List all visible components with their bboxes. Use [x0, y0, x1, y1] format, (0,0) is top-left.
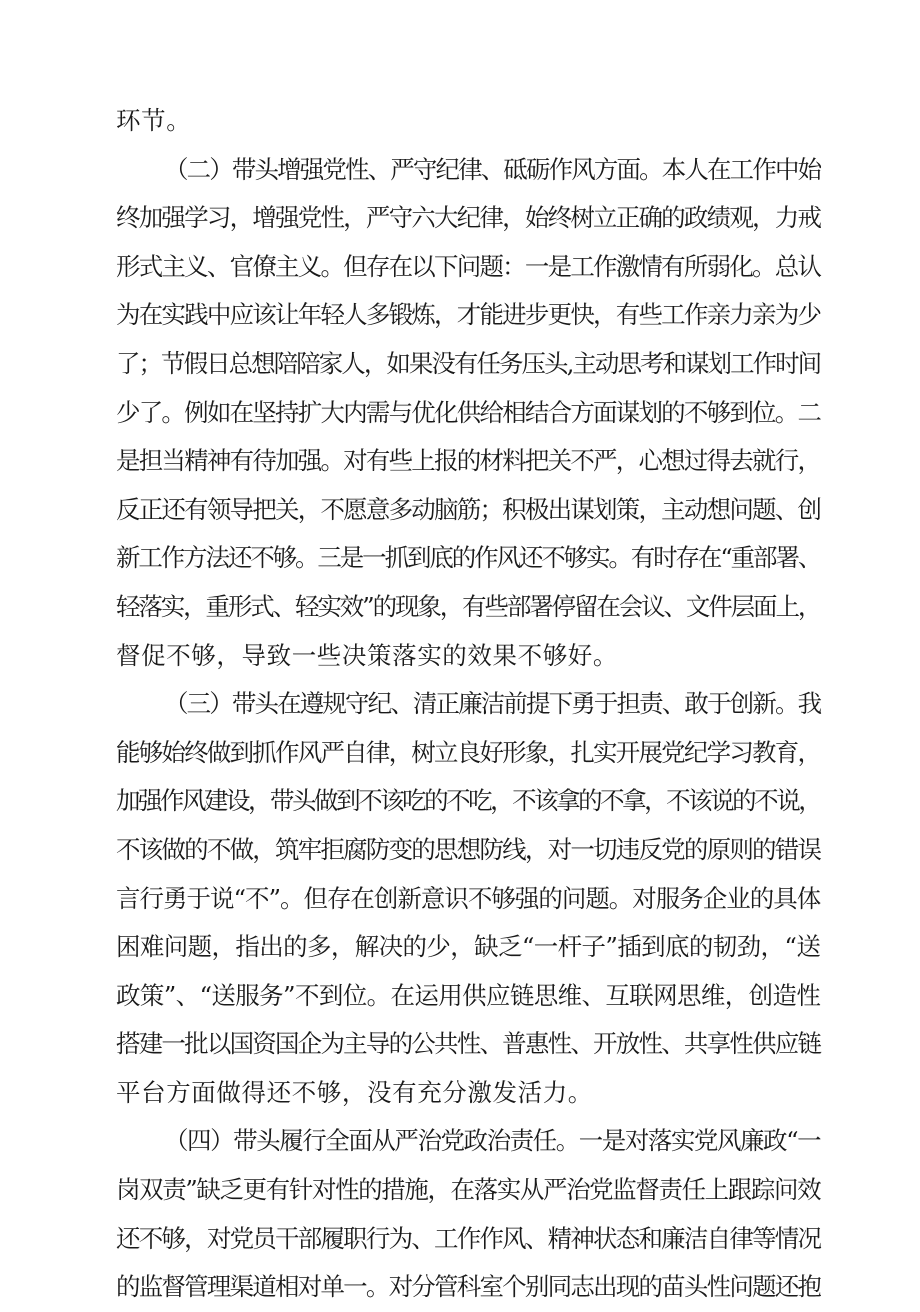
text-line: 还不够，对党员干部履职行为、工作作风、精神状态和廉洁自律等情况 — [116, 1223, 820, 1253]
paragraph-3 — [116, 680, 820, 1117]
text-line: 搭建一批以国资国企为主导的公共性、普惠性、开放性、共享性供应链 — [116, 1029, 820, 1059]
text-line: （二）带头增强党性、严守纪律、砥砺作风方面。本人在工作中始 — [164, 154, 820, 184]
text-line: 岗双责”缺乏更有针对性的措施，在落实从严治党监督责任上跟踪问效 — [116, 1175, 820, 1205]
document-body — [116, 97, 820, 1312]
paragraph-2 — [116, 146, 820, 681]
intro-fragment — [116, 97, 820, 146]
text-line: 平台方面做得还不够，没有充分激发活力。 — [116, 1077, 593, 1107]
text-line: 的监督管理渠道相对单一。对分管科室个别同志出现的苗头性问题还抱 — [116, 1272, 820, 1302]
paragraph-4 — [116, 1117, 820, 1311]
text-line: 加强作风建设，带头做到不该吃的不吃，不该拿的不拿，不该说的不说， — [116, 786, 820, 816]
text-line: 言行勇于说“不”。但存在创新意识不够强的问题。对服务企业的具体 — [116, 883, 820, 913]
text-line: 了；节假日总想陪陪家人，如果没有任务压头,主动思考和谋划工作时间 — [116, 348, 820, 378]
text-line: 督促不够，导致一些决策落实的效果不够好。 — [116, 640, 618, 670]
text-line: 新工作方法还不够。三是一抓到底的作风还不够实。有时存在“重部署、 — [116, 543, 820, 573]
text-line: 反正还有领导把关，不愿意多动脑筋；积极出谋划策，主动想问题、创 — [116, 494, 820, 524]
text-line: 少了。例如在坚持扩大内需与优化供给相结合方面谋划的不够到位。二 — [116, 397, 820, 427]
text-line: （三）带头在遵规守纪、清正廉洁前提下勇于担责、敢于创新。我 — [164, 689, 820, 719]
text-line: 轻落实，重形式、轻实效”的现象，有些部署停留在会议、文件层面上， — [116, 591, 820, 621]
text-line: 形式主义、官僚主义。但存在以下问题：一是工作激情有所弱化。总认 — [116, 251, 820, 281]
text-line: 为在实践中应该让年轻人多锻炼，才能进步更快，有些工作亲力亲为少 — [116, 300, 820, 330]
text-line: 困难问题，指出的多，解决的少，缺乏“一杆子”插到底的韧劲，“送 — [116, 932, 820, 962]
text-line: 能够始终做到抓作风严自律，树立良好形象，扎实开展党纪学习教育， — [116, 737, 820, 767]
text-line: 环节。 — [116, 106, 192, 135]
text-line: 终加强学习，增强党性，严守六大纪律，始终树立正确的政绩观，力戒 — [116, 203, 820, 233]
text-line: 是担当精神有待加强。对有些上报的材料把关不严，心想过得去就行， — [116, 446, 820, 476]
text-line: （四）带头履行全面从严治党政治责任。一是对落实党风廉政“一 — [164, 1126, 820, 1156]
text-line: 政策”、“送服务”不到位。在运用供应链思维、互联网思维，创造性 — [116, 980, 820, 1010]
text-line: 不该做的不做，筑牢拒腐防变的思想防线，对一切违反党的原则的错误 — [116, 834, 820, 864]
